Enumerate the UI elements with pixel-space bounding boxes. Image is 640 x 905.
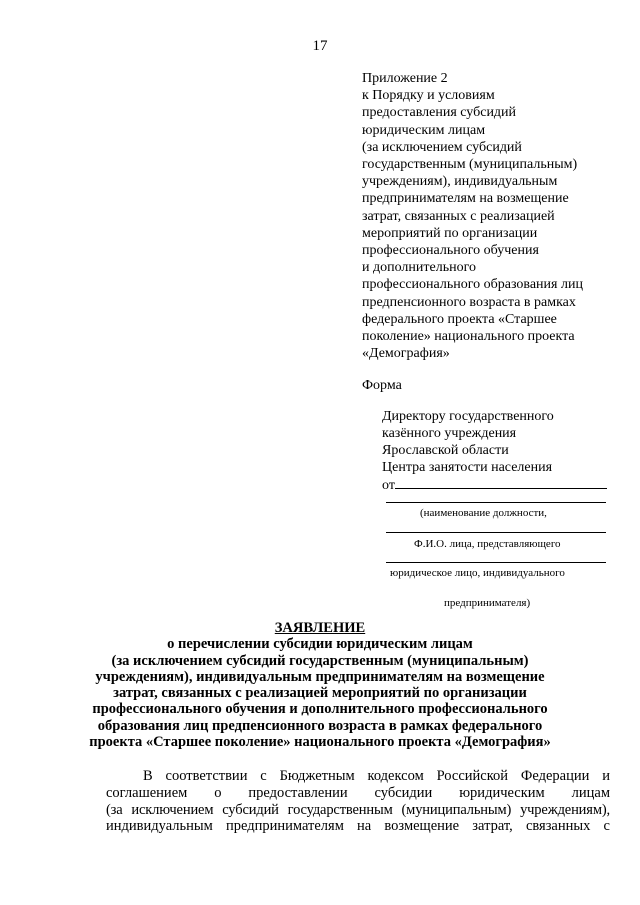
appendix-line: предоставления субсидий [362, 105, 517, 121]
appendix-line: поколение» национального проекта [362, 329, 575, 345]
subtitle-line: о перечислении субсидии юридическим лицам [167, 636, 473, 653]
fill-line [386, 532, 606, 533]
caption-name: Ф.И.О. лица, представляющего [414, 538, 561, 550]
fill-line [386, 502, 606, 503]
appendix-line: затрат, связанных с реализацией [362, 208, 555, 224]
addressee-line: Директору государственного [382, 409, 554, 424]
subtitle-line: образования лиц предпенсионного возраста в рамках федерального [97, 717, 543, 734]
from-underline [395, 476, 607, 489]
appendix-line: федерального проекта «Старшее [362, 311, 557, 327]
appendix-line: профессионального обучения [362, 243, 539, 259]
caption-entity: юридическое лицо, индивидуального [390, 567, 565, 579]
caption-position: (наименование должности, [420, 507, 547, 519]
appendix-line: Приложение 2 [362, 71, 448, 86]
subtitle-line: (за исключением субсидий государственным (муниципальным) [111, 652, 529, 669]
appendix-line: (за исключением субсидий [362, 139, 522, 155]
body-paragraph [106, 768, 610, 835]
page-number: 17 [312, 38, 328, 54]
body-line: (за исключением субсидий государственным (муниципальным) учреждениям), [106, 801, 610, 818]
form-label: Форма [362, 378, 402, 393]
from-field [382, 476, 607, 494]
appendix-line: юридическим лицам [362, 122, 486, 138]
subtitle-line: затрат, связанных с реализацией мероприятий по организации [113, 685, 527, 702]
appendix-line: и дополнительного [362, 260, 476, 276]
subtitle-line: профессионального обучения и дополнительного профессионального [92, 701, 548, 718]
document-title: ЗАЯВЛЕНИЕ [274, 620, 366, 636]
subtitle-line: учреждениям), индивидуальным предпринимателям на возмещение [95, 668, 545, 685]
appendix-line: государственным (муниципальным) [362, 157, 578, 173]
subtitle-line: проекта «Старшее поколение» национального проекта «Демография» [89, 734, 551, 751]
appendix-line: профессионального образования лиц [362, 277, 583, 293]
body-line: индивидуальным предпринимателям на возмещение затрат, связанных с [106, 818, 610, 835]
appendix-line: к Порядку и условиям [362, 88, 495, 104]
appendix-line: мероприятий по организации [362, 225, 538, 241]
from-label: от [382, 478, 395, 493]
appendix-line: учреждениям), индивидуальным [362, 174, 558, 190]
appendix-line: предпенсионного возраста в рамках [362, 294, 576, 310]
appendix-line: предпринимателям на возмещение [362, 191, 569, 207]
body-line: соглашением о предоставлении субсидии юридическим лицам [106, 784, 610, 801]
addressee-line: казённого учреждения [382, 426, 517, 441]
document-title-block [0, 620, 640, 750]
appendix-header [362, 70, 622, 362]
addressee-line: Центра занятости населения [382, 460, 553, 475]
appendix-line: «Демография» [362, 346, 450, 362]
body-line: В соответствии с Бюджетным кодексом Российской Федерации и [143, 768, 610, 784]
addressee-line: Ярославской области [382, 443, 509, 458]
fill-line [386, 562, 606, 563]
caption-entrepreneur: предпринимателя) [444, 597, 531, 609]
addressee-block [382, 408, 554, 476]
